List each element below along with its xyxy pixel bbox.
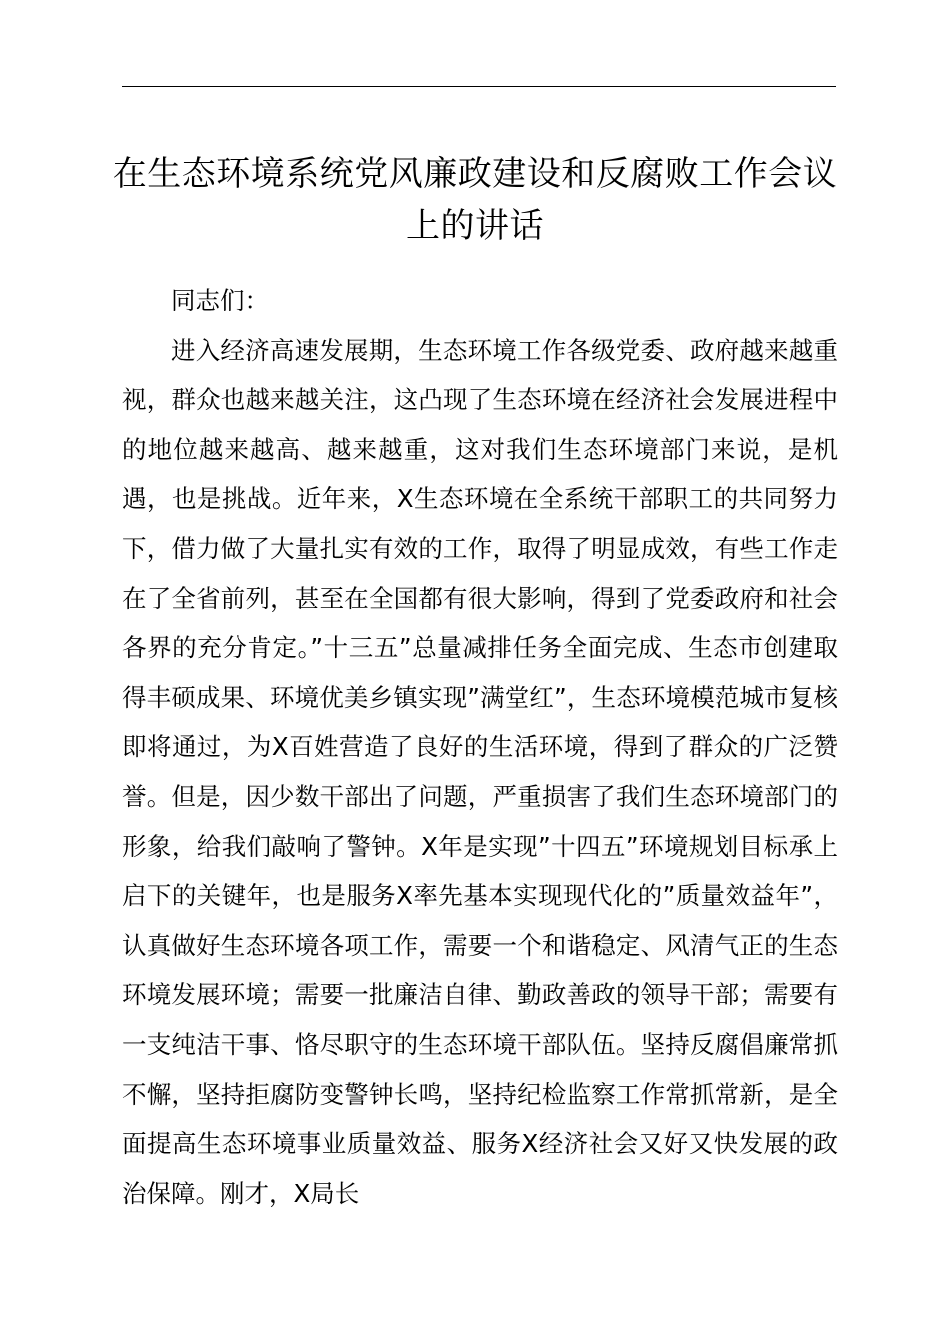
salutation: 同志们： [171, 286, 269, 315]
header-rule [122, 86, 836, 87]
document-body [122, 276, 838, 1218]
document-title: 在生态环境系统党风廉政建设和反腐败工作会议上的讲话 [112, 154, 838, 246]
paragraph: 进入经济高速发展期，生态环境工作各级党委、政府越来越重视，群众也越来越关注，这凸现了生态环境在经济社会发展进程中的地位越来越高、越来越重，这对我们生态环境部门来说，是机遇，也是挑战。近年来，X生态环境在全系统干部职工的共同努力下，借力做了大量扎实有效的工作，取得了明显成效，有些工作走在了全省前列，甚至在全国都有很大影响，得到了党委政府和社会各界的充分肯定。”十三五”总量减排任务全面完成、生态市创建取得丰硕成果、环境优美乡镇实现”满堂红”，生态环境模范城市复核即将通过，为X百姓营造了良好的生活环境，得到了群众的广泛赞誉。但是，因少数干部出了问题，严重损害了我们生态环境部门的形象，给我们敲响了警钟。X年是实现”十四五”环境规划目标承上启下的关键年，也是服务X率先基本实现现代化的”质量效益年”，认真做好生态环境各项工作，需要一个和谐稳定、风清气正的生态环境发展环境；需要一批廉洁自律、勤政善政的领导干部；需要有一支纯洁干事、恪尽职守的生态环境干部队伍。坚持反腐倡廉常抓不懈，坚持拒腐防变警钟长鸣，坚持纪检监察工作常抓常新，是全面提高生态环境事业质量效益、服务X经济社会又好又快发展的政治保障。刚才，X局长 [122, 335, 838, 1208]
